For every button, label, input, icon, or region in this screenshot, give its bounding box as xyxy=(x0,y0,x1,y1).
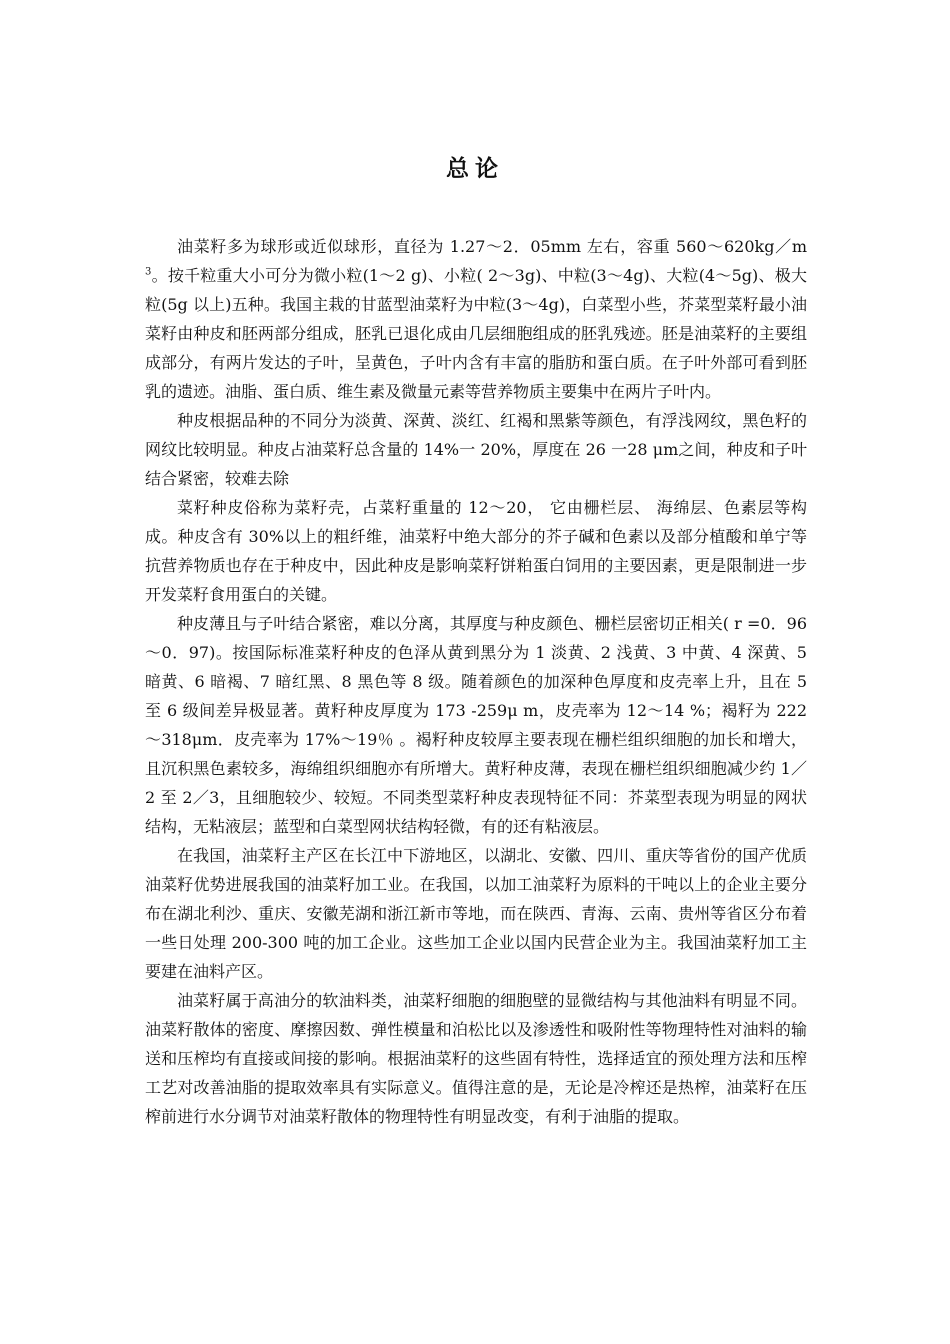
paragraph-text: 。按千粒重大小可分为微小粒(1～2 g)、小粒( 2～3g)、中粒(3～4g)、大粒(4～5g)、极大粒(5g 以上)五种。我国主栽的甘蓝型油菜籽为中粒(3～4g)，白菜型小些，芥菜型菜籽最小油菜籽由种皮和胚两部分组成，胚乳已退化成由几层细胞组成的胚乳残迹。胚是油菜籽的主要组成部分，有两片发达的子叶，呈黄色，子叶内含有丰富的脂肪和蛋白质。在子叶外部可看到胚乳的遗迹。油脂、蛋白质、维生素及微量元素等营养物质主要集中在两片子叶内。 xyxy=(145,266,807,401)
body-text xyxy=(145,232,807,1131)
paragraph-seed-coat-color: 种皮根据品种的不同分为淡黄、深黄、淡红、红褐和黑紫等颜色，有浮浅网纹，黑色籽的网纹比较明显。种皮占油菜籽总含量的 14%一 20%，厚度在 26 一28 μm之间，种皮和子叶结合紧密，较难去除 xyxy=(145,411,807,488)
page-title: 总论 xyxy=(446,155,504,183)
paragraph-physical-properties: 油菜籽属于高油分的软油料类，油菜籽细胞的细胞壁的显微结构与其他油料有明显不同。油菜籽散体的密度、摩擦因数、弹性模量和泊松比以及渗透性和吸附性等物理特性对油料的输送和压榨均有直接或间接的影响。根据油菜籽的这些固有特性，选择适宜的预处理方法和压榨工艺对改善油脂的提取效率具有实际意义。值得注意的是，无论是冷榨还是热榨，油菜籽在压榨前进行水分调节对油菜籽散体的物理特性有明显改变，有利于油脂的提取。 xyxy=(145,991,807,1126)
paragraph-seed-coat-thickness: 种皮薄且与子叶结合紧密，难以分离，其厚度与种皮颜色、栅栏层密切正相关( r =0．96～0．97)。按国际标准菜籽种皮的色泽从黄到黑分为 1 淡黄、2 浅黄、3 中黄、4 深黄、5 暗黄、6 暗褐、7 暗红黑、8 黑色等 8 级。随着颜色的加深种色厚度和皮壳率上升，且在 5 至 6 级间差异极显著。黄籽种皮厚度为 173 -259μ m，皮壳率为 12～14 %；褐籽为 222 ～318μm．皮壳率为 17%～19％ 。褐籽种皮较厚主要表现在栅栏组织细胞的加长和增大，且沉积黑色素较多，海绵组织细胞亦有所增大。黄籽种皮薄，表现在栅栏组织细胞减少约 1／2 至 2／3，且细胞较少、较短。不同类型菜籽种皮表现特征不同：芥菜型表现为明显的网状结构，无粘液层；蓝型和白菜型网状结构轻微，有的还有粘液层。 xyxy=(145,614,807,836)
paragraph-production-regions: 在我国，油菜籽主产区在长江中下游地区，以湖北、安徽、四川、重庆等省份的国产优质油菜籽优势进展我国的油菜籽加工业。在我国，以加工油菜籽为原料的干吨以上的企业主要分布在湖北利沙、重庆、安徽芜湖和浙江新市等地，而在陕西、青海、云南、贵州等省区分布着一些日处理 200-300 吨的加工企业。这些加工企业以国内民营企业为主。我国油菜籽加工主要建在油料产区。 xyxy=(145,846,807,981)
superscript-cubic: 3 xyxy=(145,266,152,278)
paragraph-seed-hull: 菜籽种皮俗称为菜籽壳，占菜籽重量的 12～20， 它由栅栏层、 海绵层、色素层等构成。种皮含有 30%以上的粗纤维，油菜籽中绝大部分的芥子碱和色素以及部分植酸和单宁等抗营养物质也存在于种皮中，因此种皮是影响菜籽饼粕蛋白饲用的主要因素，更是限制进一步开发菜籽食用蛋白的关键。 xyxy=(145,498,807,604)
paragraph-text: 油菜籽多为球形或近似球形，直径为 1.27～2．05mm 左右，容重 560～620kg／m xyxy=(177,237,807,256)
paragraph-rapeseed-shape xyxy=(145,232,807,406)
